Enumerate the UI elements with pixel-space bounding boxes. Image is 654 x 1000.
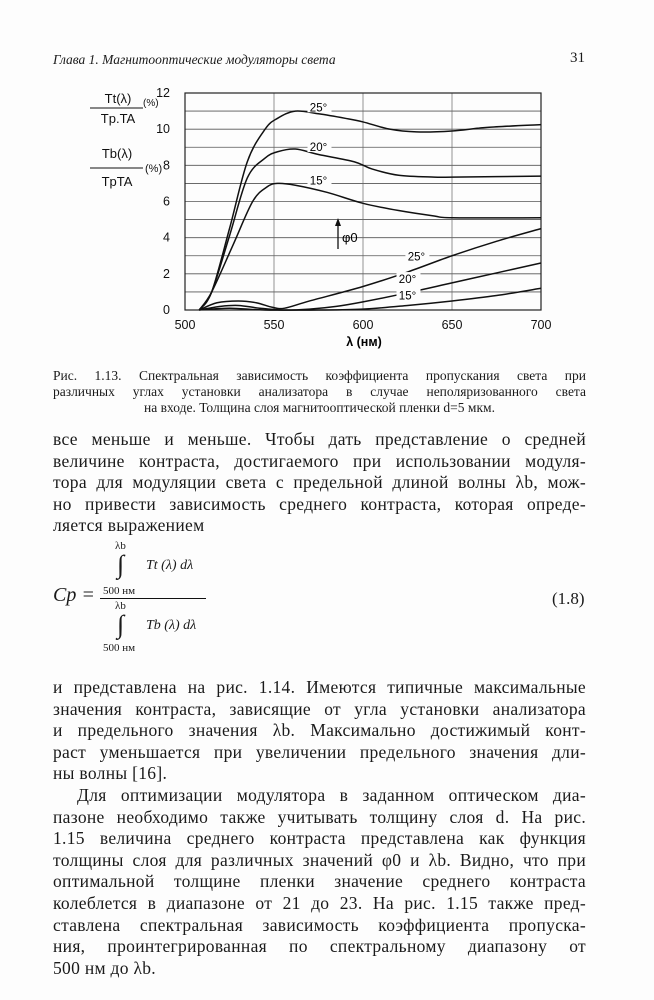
y-tick-label: 12 bbox=[156, 86, 170, 100]
y-label-bottom-unit: (%) bbox=[145, 163, 163, 175]
series-line-tb-20- bbox=[199, 263, 541, 310]
y-label-top-unit: (%) bbox=[143, 98, 159, 109]
series-label: 25° bbox=[407, 251, 426, 264]
phi-label: φ0 bbox=[342, 230, 358, 245]
caption-line: на входе. Толщина слоя магнитооптической пленки d=5 мкм. bbox=[144, 400, 495, 415]
y-tick-label: 10 bbox=[156, 122, 170, 137]
x-tick-label: 700 bbox=[530, 318, 552, 332]
text-line: и представлена на рис. 1.14. Имеются типичные максимальные bbox=[53, 677, 586, 697]
y-tick-label: 0 bbox=[163, 303, 170, 317]
text-line: ния, проинтегрированная по спектральному диапазону от bbox=[53, 936, 586, 957]
y-label-bottom-den: TpTA bbox=[101, 174, 133, 189]
num-integrand: Tt (λ) dλ bbox=[146, 558, 194, 573]
text-line: Для оптимизации модулятора в заданном оптическом диа- bbox=[77, 785, 586, 805]
y-tick-label: 8 bbox=[163, 158, 170, 173]
text-line: 500 нм до λb. bbox=[53, 957, 156, 978]
integral-icon: ∫ bbox=[117, 610, 125, 639]
y-label-top bbox=[90, 91, 159, 126]
series-label: 20° bbox=[309, 142, 328, 155]
upper-limit: λb bbox=[115, 540, 126, 552]
series-label: 25° bbox=[309, 102, 328, 115]
text-line: ляется выражением bbox=[53, 515, 205, 536]
x-tick-label: 650 bbox=[441, 318, 463, 332]
transmission-chart bbox=[0, 0, 654, 360]
text-line: толщины слоя для различных значений φ0 и λb. Видно, что при bbox=[53, 849, 586, 870]
series-label: 15° bbox=[398, 290, 417, 303]
fraction-bar bbox=[100, 598, 206, 599]
y-tick-label: 4 bbox=[163, 230, 170, 245]
y-tick-label: 2 bbox=[163, 266, 170, 281]
upper-limit: λb bbox=[115, 600, 126, 612]
caption-line: различных углах установки анализатора в случае неполяризованного света bbox=[53, 384, 586, 399]
y-label-bottom bbox=[90, 146, 162, 189]
y-label-bottom-num: Tb(λ) bbox=[101, 146, 133, 161]
text-line: но привести зависимость среднего контраста, которая опреде- bbox=[53, 493, 586, 514]
y-tick-label: 6 bbox=[163, 194, 170, 209]
text-line: колеблется в диапазоне от 21 до 23. На рис. 1.15 также пред- bbox=[53, 893, 586, 913]
text-line: тора для модуляции света с предельной длиной волны λb, мож- bbox=[53, 472, 586, 493]
x-tick-label: 600 bbox=[352, 318, 374, 332]
x-tick-label: 500 bbox=[174, 318, 196, 332]
page-number: 31 bbox=[570, 50, 585, 66]
y-label-top-den: Tp.TA bbox=[100, 111, 136, 126]
text-line: оптимальной толщине пленки значение среднего контраста bbox=[53, 871, 586, 892]
text-line: пазоне необходимо также учитывать толщину слоя d. На рис. bbox=[53, 806, 586, 827]
eq-lhs: Cp = bbox=[53, 584, 95, 606]
text-line: ны волны [16]. bbox=[53, 763, 168, 784]
x-tick-label: 550 bbox=[263, 318, 285, 332]
text-line: величине контраста, достигаемого при использовании модуля- bbox=[53, 450, 586, 471]
text-line: значения контраста, зависящие от угла установки анализатора bbox=[53, 698, 586, 719]
equation-number: (1.8) bbox=[552, 589, 585, 608]
den-integrand: Tb (λ) dλ bbox=[146, 618, 197, 633]
series-label: 20° bbox=[398, 274, 417, 287]
caption-line: Рис. 1.13. Спектральная зависимость коэффициента пропускания света при bbox=[53, 368, 586, 383]
series-line-tt-20- bbox=[199, 149, 541, 310]
y-label-top-num: Tt(λ) bbox=[104, 91, 132, 106]
text-line: ставлена спектральная зависимость коэффициента пропуска- bbox=[53, 914, 586, 935]
text-line: и предельного значения λb. Максимально достижимый конт- bbox=[53, 720, 586, 741]
lower-limit: 500 нм bbox=[103, 585, 136, 597]
series-line-tb-25- bbox=[199, 229, 541, 310]
series-line-tt-15- bbox=[199, 183, 541, 310]
text-line: 1.15 величина среднего контраста представлена как функция bbox=[53, 828, 586, 849]
series-label: 15° bbox=[309, 175, 328, 188]
lower-limit: 500 нм bbox=[103, 642, 136, 654]
series-line-tt-25- bbox=[199, 111, 541, 310]
x-axis-label: λ (нм) bbox=[346, 335, 382, 349]
running-title: Глава 1. Магнитооптические модуляторы света bbox=[53, 52, 336, 67]
text-line: раст уменьшается при увеличении предельного значения дли- bbox=[53, 741, 586, 762]
integral-icon: ∫ bbox=[117, 550, 125, 579]
text-line: все меньше и меньше. Чтобы дать представление о средней bbox=[53, 429, 586, 449]
